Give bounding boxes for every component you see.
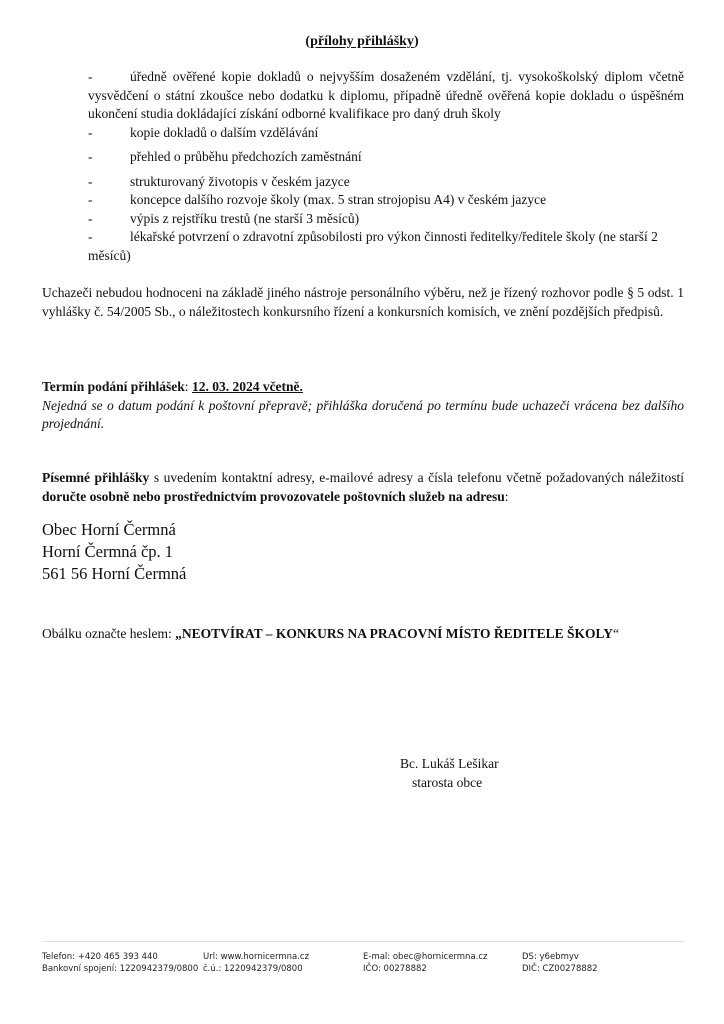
list-item [88, 191, 684, 210]
footer-ico: IČO: 00278882 [363, 964, 427, 974]
footer-email: E-mal: obec@hornicermna.cz [363, 952, 488, 962]
address-line-1: Obec Horní Čermná [42, 520, 176, 539]
deadline-colon: : [184, 379, 192, 394]
list-item [88, 173, 684, 192]
list-item-text: kopie dokladů o dalším vzdělávání [130, 124, 319, 140]
signatory-role: starosta obce [412, 774, 483, 790]
envelope-password: NEOTVÍRAT – KONKURS NA PRACOVNÍ MÍSTO ŘEDITELE ŠKOLY [181, 626, 614, 641]
bullet-dash: - [88, 229, 93, 244]
bullet-dash: - [88, 173, 93, 189]
list-item-text: přehled o průběhu předchozích zaměstnání [130, 149, 362, 164]
title-close-paren: ) [413, 34, 419, 49]
footer-col-2 [203, 951, 309, 975]
list-item-text: výpis z rejstříku trestů (ne starší 3 měsíců) [130, 210, 360, 226]
list-item-text: strukturovaný životopis v českém jazyce [130, 173, 350, 189]
footer-phone: Telefon: +420 465 393 440 [42, 952, 158, 962]
list-item-text: lékařské potvrzení o zdravotní způsobilosti pro výkon činnosti ředitelky/ředitele školy (ne starší 2 měsíců) [88, 229, 658, 263]
footer-dic: DIČ: CZ00278882 [522, 964, 598, 974]
list-item-text: koncepce dalšího rozvoje školy (max. 5 stran strojopisu A4) v českém jazyce [130, 192, 547, 207]
open-quote: „ [175, 626, 182, 641]
footer-account: č.ú.: 1220942379/0800 [203, 964, 303, 974]
list-item [88, 124, 684, 143]
footer-col-4 [522, 951, 598, 975]
bullet-dash: - [88, 192, 93, 207]
attachments-list [88, 68, 684, 265]
footer-url: Url: www.hornicermna.cz [203, 952, 310, 962]
bullet-dash: - [88, 149, 93, 164]
list-item [88, 68, 684, 124]
signature-block [400, 755, 499, 792]
submission-bold-start: Písemné přihlášky [42, 470, 150, 485]
deadline-note: Nejedná se o datum podání k poštovní přepravě; přihláška doručená po termínu bude uchazeči vrácena bez dalšího projednání. [42, 397, 684, 431]
submission-instructions [42, 469, 684, 506]
bullet-dash: - [88, 124, 93, 140]
submission-end: : [504, 488, 509, 504]
list-item [88, 210, 684, 229]
evaluation-note: Uchazeči nebudou hodnoceni na základě jiného nástroje personálního výběru, než je řízený rozhovor podle § 5 odst. 1 vyhlášky č. 54/2005 Sb., o náležitostech konkursního řízení a konkursních komisích, ve znění pozdějších předpisů. [42, 285, 684, 319]
list-item [88, 148, 684, 167]
signatory-name: Bc. Lukáš Lešikar [400, 756, 499, 771]
footer-col-1 [42, 951, 198, 975]
footer-bank: Bankovní spojení: 1220942379/0800 [42, 964, 199, 974]
envelope-prefix: Obálku označte heslem: [42, 626, 176, 641]
mailing-address [42, 519, 186, 585]
deadline-block [42, 378, 684, 434]
deadline-date: 12. 03. 2024 včetně. [191, 379, 303, 394]
bullet-dash: - [88, 210, 93, 226]
footer-ds: DS: y6ebmyv [522, 952, 579, 962]
address-line-3: 561 56 Horní Čermná [42, 564, 187, 583]
footer-col-3 [363, 951, 488, 975]
envelope-instruction [42, 625, 684, 644]
submission-middle: s uvedením kontaktní adresy, e-mailové adresy a čísla telefonu včetně požadovaných náležitostí [149, 470, 684, 485]
bullet-dash: - [88, 69, 93, 84]
deadline-line [42, 378, 684, 397]
section-title [0, 34, 724, 50]
address-line-2: Horní Čermná čp. 1 [42, 542, 174, 561]
list-item [88, 228, 684, 265]
footer-divider [42, 941, 684, 942]
list-item-text: úředně ověřené kopie dokladů o nejvyšším dosaženém vzdělání, tj. vysokoškolský diplom včetně vysvědčení o státní zkoušce nebo dodatku k diplomu, případně úředně ověřená kopie dokladu o úspěšném ukončení studia dokládající získání odborné kvalifikace pro daný druh školy [88, 69, 684, 121]
close-quote: “ [613, 626, 620, 641]
submission-bold-end: doručte osobně nebo prostřednictvím provozovatele poštovních služeb na adresu [42, 488, 505, 504]
title-text: přílohy přihlášky [310, 34, 414, 49]
deadline-label: Termín podání přihlášek [42, 379, 185, 394]
title-open-paren: ( [305, 34, 311, 49]
